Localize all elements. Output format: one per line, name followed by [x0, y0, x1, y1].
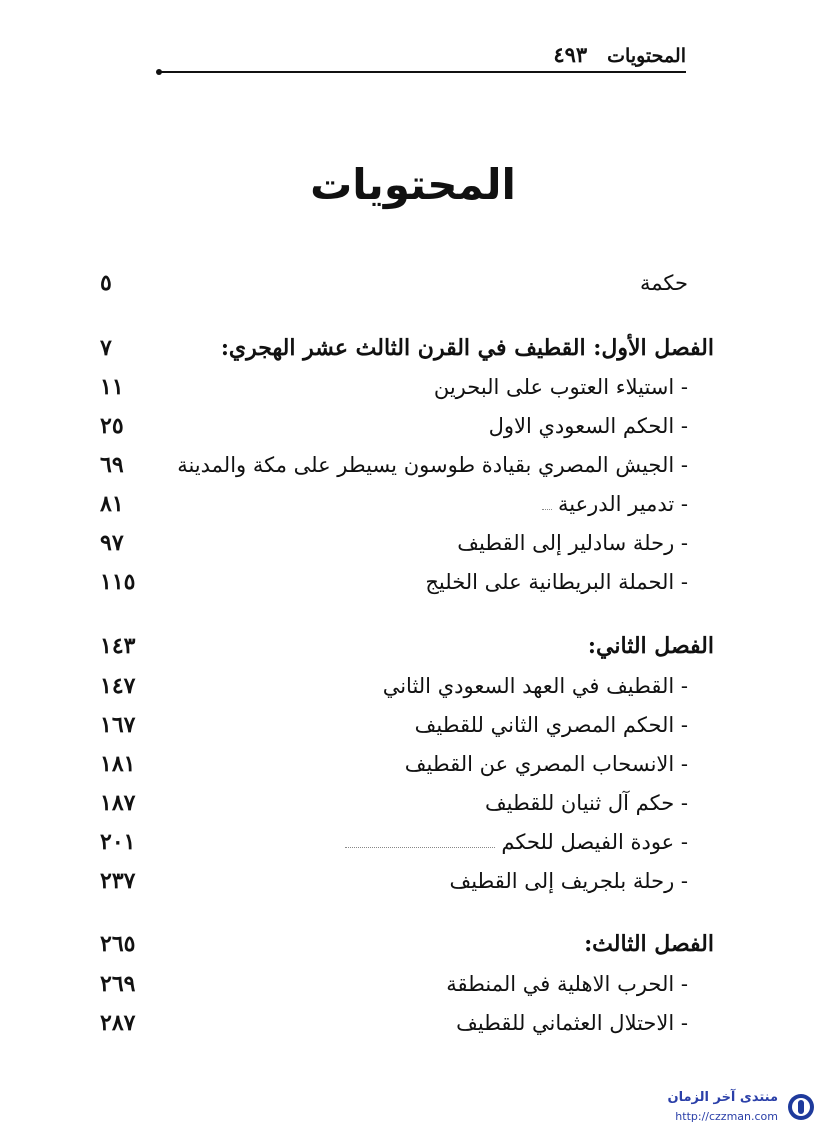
leader-dots [542, 508, 552, 510]
site-url: http://czzman.com [675, 1110, 778, 1123]
toc-chapter [100, 330, 714, 366]
toc-entry-label: - الحكم المصري الثاني للقطيف [414, 713, 688, 737]
toc-entry [100, 966, 714, 1002]
toc-entry [100, 525, 714, 561]
toc-chapter-label: الفصل الثالث: [584, 931, 714, 957]
toc-entry-label: حكمة [640, 271, 688, 295]
toc-entry-page: ٢٨٧ [100, 1010, 136, 1036]
page-title: المحتويات [310, 160, 516, 209]
toc-entry [100, 265, 714, 301]
toc-entry-label: - الحكم السعودي الاول [488, 414, 688, 438]
toc-entry-page: ١٨٧ [100, 790, 136, 816]
toc-chapter-page: ٧ [100, 335, 112, 361]
toc-entry-page: ١٨١ [100, 751, 136, 777]
toc-entry-page: ٨١ [100, 491, 124, 517]
toc-chapter [100, 628, 714, 664]
toc-entry [100, 707, 714, 743]
toc-entry-page: ٩٧ [100, 530, 124, 556]
site-name: منتدى آخر الزمان [667, 1090, 778, 1105]
toc-entry-page: ٢٣٧ [100, 868, 136, 894]
toc-entry [100, 1005, 714, 1041]
toc-entry [100, 746, 714, 782]
header-title: المحتويات [607, 45, 686, 67]
toc-chapter-label: الفصل الأول: القطيف في القرن الثالث عشر الهجري: [220, 335, 714, 361]
leader-dots [345, 846, 495, 848]
toc-entry-page: ٥ [100, 270, 112, 296]
toc-entry-label: - الانسحاب المصري عن القطيف [404, 752, 688, 776]
toc-entry-label: - الحرب الاهلية في المنطقة [446, 972, 688, 996]
toc-entry-label: - القطيف في العهد السعودي الثاني [382, 674, 688, 698]
toc-entry [100, 447, 714, 483]
toc-entry [100, 564, 714, 600]
site-logo-icon [786, 1092, 816, 1122]
toc-entry-label: - الحملة البريطانية على الخليج [425, 570, 688, 594]
toc-entry [100, 863, 714, 899]
toc-entry [100, 369, 714, 405]
toc-entry [100, 668, 714, 704]
site-watermark [640, 1086, 820, 1130]
toc-entry-page: ٢٥ [100, 413, 124, 439]
header-rule-dot [156, 69, 162, 75]
toc-entry-label: - رحلة سادلير إلى القطيف [457, 531, 688, 555]
toc-entry-page: ٦٩ [100, 452, 124, 478]
toc-entry-page: ٢٠١ [100, 829, 136, 855]
toc-entry-page: ١٤٧ [100, 673, 136, 699]
toc-entry-label: - حكم آل ثنيان للقطيف [484, 791, 688, 815]
toc-entry-label: - رحلة بلجريف إلى القطيف [449, 869, 688, 893]
toc-chapter-page: ٢٦٥ [100, 931, 136, 957]
toc-entry [100, 824, 714, 860]
toc-entry-page: ٢٦٩ [100, 971, 136, 997]
toc-entry [100, 785, 714, 821]
toc-entry-page: ١١ [100, 374, 124, 400]
toc-entry [100, 486, 714, 522]
toc-chapter-page: ١٤٣ [100, 633, 136, 659]
toc-entry-page: ١٦٧ [100, 712, 136, 738]
toc-chapter [100, 926, 714, 962]
toc-entry [100, 408, 714, 444]
running-header [158, 40, 686, 74]
toc-chapter-label: الفصل الثاني: [587, 633, 714, 659]
toc-entry-label: - عودة الفيصل للحكم [501, 830, 688, 854]
header-rule [158, 71, 686, 73]
toc-entry-label: - استيلاء العتوب على البحرين [433, 375, 688, 399]
toc-entry-label: - الجيش المصري بقيادة طوسون يسيطر على مكة والمدينة [177, 453, 688, 477]
toc-entry-label: - تدمير الدرعية [557, 492, 688, 516]
toc-entry-label: - الاحتلال العثماني للقطيف [456, 1011, 688, 1035]
toc-entry-page: ١١٥ [100, 569, 136, 595]
header-page-number: ٤٩٣ [553, 42, 588, 67]
